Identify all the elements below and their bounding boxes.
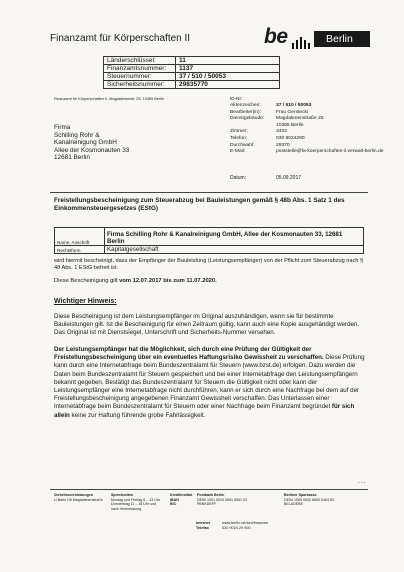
sparkasse-iban: DE54 1005 0000 6600 0464 63 [284, 497, 334, 502]
meta-row [230, 136, 388, 143]
identification-table [103, 56, 280, 89]
email-value: poststelle@fa-koerperschaften-ii.verwalt-berlin.de [276, 149, 384, 155]
ids-value: 11 [176, 57, 280, 65]
id-nr-label: ID-Nr: [230, 96, 243, 101]
continuation-dots: ... [358, 478, 367, 485]
date-row [230, 175, 301, 181]
postbank-bic: PBNKDEFF [197, 502, 217, 507]
notice-heading: Wichtiger Hinweis: [54, 298, 117, 305]
footer-contact-row [196, 526, 268, 531]
ids-value: 37 / 510 / 50053 [176, 73, 280, 81]
divider [50, 192, 368, 193]
logo-berlin-text: Berlin [314, 31, 370, 47]
address-line: Allee der Kosmonauten 33 [54, 146, 130, 154]
meta-label: Dienstgebäude: [230, 116, 265, 122]
logo-bars-icon [292, 37, 312, 49]
date-label: Datum: [230, 175, 247, 181]
validity-prefix: Diese Bescheinigung gilt [54, 278, 120, 284]
hours-title: Sprechzeiten [111, 493, 134, 497]
table-row [104, 73, 280, 81]
ids-label: Finanzamtsnummer: [104, 65, 176, 73]
table-row [104, 57, 280, 65]
transport-text: U-Bahn U5 Magdalenenstraße [54, 497, 103, 502]
meta-row [230, 149, 388, 156]
transport-title: Verkehrsverbindungen [54, 493, 93, 497]
exemption-text: wird hiermit bescheinigt, dass der Empfänger der Bauleistung (Leistungsempfänger) von der Pflicht zum Steuerabzug nach § 48 Abs. 1 EStG befreit ist. [54, 258, 364, 271]
telefax-value: 030 9024 29 900 [222, 526, 251, 530]
firm-name-label: Name, Anschrift [55, 228, 105, 246]
sparkasse-title: Berliner Sparkasse [284, 493, 317, 497]
footer-sparkasse [284, 493, 370, 507]
ids-value: 1137 [176, 65, 280, 73]
meta-row [230, 116, 388, 123]
footer-transport [54, 493, 109, 502]
meta-value: 37 / 510 / 50053 [276, 103, 312, 108]
certificate-title: Freistellungsbescheinigung zum Steuerabzug bei Bauleistungen gemäß § 48b Abs. 1 Satz 1 des Einkommensteuergesetzes (EStG) [54, 197, 345, 212]
notice-paragraph-1: Diese Bescheinigung ist dem Leistungsempfänger im Original auszuhändigen, wenn sie für bestimmte Bauleistungen gilt. Ist die Bescheinigung für einen Zeitraum gültig, kann auch eine Kopie ausgehändigt werden. Das Original ist mit Dienstsiegel, Unterschrift und Sicherheits-Nummer versehen. [54, 313, 360, 337]
address-line: Kanalreinigung GmbH [54, 139, 117, 147]
table-row [104, 81, 280, 89]
date-value: 05.09.2017 [276, 175, 302, 181]
case-metadata [230, 103, 388, 156]
notice-paragraph-2 [54, 346, 366, 420]
meta-label: Zimmer: [230, 129, 248, 135]
ids-label: Sicherheitsnummer: [104, 81, 176, 89]
meta-label: Telefon: [230, 135, 248, 141]
iban-label: IBAN [170, 497, 179, 502]
rechtsform-label: Rechtsform [55, 246, 105, 254]
meta-row [230, 123, 388, 130]
meta-value: 29370 [276, 142, 290, 148]
meta-label: Bearbeiter(in): [230, 109, 261, 115]
address-line: 12681 Berlin [54, 154, 90, 162]
table-row [55, 246, 364, 254]
table-row [55, 228, 364, 246]
paragraph-2-end: keine zur Haftung führende grobe Fahrlässigkeit. [69, 411, 206, 419]
ids-label: Länderschlüssel: [104, 57, 176, 65]
paragraph-2-bold: Der Leistungsempfänger hat die Möglichkeit, sich durch eine Prüfung der Gültigkeit der Freistellungsbescheinigung über ein eventuelles Haftungsrisiko Gewissheit zu verschaffen. [54, 346, 324, 362]
meta-value: 030 9024290 [276, 135, 305, 141]
validity-period: vom 12.07.2017 bis zum 11.07.2020. [119, 278, 217, 284]
validity-statement [54, 278, 364, 284]
meta-value: Frau Gerstecki [276, 109, 309, 115]
telefax-label: Telefax [196, 526, 209, 530]
postbank-iban: DE59 1001 0010 0691 5551 03 [197, 497, 247, 502]
bic-label: BIC [170, 502, 177, 507]
meta-row [230, 103, 388, 110]
internet-label: Internet [196, 521, 210, 525]
footer-postbank [197, 493, 277, 507]
paragraph-2-text: Diese Prüfung kann durch eine Internetabfrage beim Bundeszentralamt für Steuern (www.bzst.de) erfolgen. Dazu werden die Daten beim Bundeszentralamt für Steuern gespeichert und bei einer Internetabfrage den Leistungsempfängern bekannt gegeben. Bestätigt das Bundeszentralamt für Steuern die Gültigkeit nicht oder kann der Leistungsempfänger eine Internetabfrage nicht durchführen, kann er sich durch eine Nachfrage bei dem auf der Freistellungsbescheinigung angegebenen Finanzamt Gewissheit verschaffen. Das Unterlassen einer Internetabfrage beim Bundeszentralamt für Steuern oder einer Nachfrage beim Finanzamt begründet [54, 354, 365, 411]
footer-contact [196, 521, 268, 531]
bank-title: Kreditinstitut [170, 493, 193, 497]
hours-line: Donnerstag 11 – 18 Uhr und [111, 502, 157, 507]
postbank-title: Postbank Berlin [197, 493, 225, 497]
address-line: Firma [54, 124, 71, 131]
meta-value: Magdalenenstraße 25 [276, 116, 324, 122]
meta-label: E-Mail: [230, 149, 246, 155]
sender-line: Finanzamt für Körperschaften II, Magdalenenstr. 25, 10365 Berlin [54, 97, 164, 101]
paragraph-2-emphasis: für sich allein [54, 403, 355, 419]
meta-row [230, 129, 388, 136]
rechtsform-value: Kapitalgesellschaft [105, 246, 364, 254]
sparkasse-bic: BELADEBE [284, 502, 303, 507]
footer-hours [111, 493, 169, 511]
firm-name-value: Firma Schilling Rohr & Kanalreinigung GmbH, Allee der Kosmonauten 33, 12681 Berlin [105, 228, 364, 246]
recipient-address [54, 124, 174, 162]
meta-value: 10365 Berlin [276, 122, 304, 128]
ids-label: Steuernummer: [104, 73, 176, 81]
meta-label: Durchwahl: [230, 142, 255, 148]
footer-bank-labels [170, 493, 196, 507]
table-row [104, 65, 280, 73]
meta-label: Aktenzeichen: [230, 103, 261, 108]
address-line: Schilling Rohr & [54, 131, 100, 139]
office-name: Finanzamt für Körperschaften II [50, 33, 191, 44]
logo-be-mark: be [264, 25, 288, 48]
ids-value: 29835770 [176, 81, 280, 89]
hours-line: Montag und Freitag 8 – 13 Uhr [111, 497, 160, 502]
footer-divider [50, 489, 368, 490]
internet-value[interactable]: www.berlin.de/sen/finanzen [222, 521, 269, 525]
meta-value: 3402 [276, 129, 287, 135]
firm-table [54, 227, 364, 254]
hours-line: nach Vereinbarung [111, 506, 142, 511]
berlin-logo [264, 25, 372, 51]
